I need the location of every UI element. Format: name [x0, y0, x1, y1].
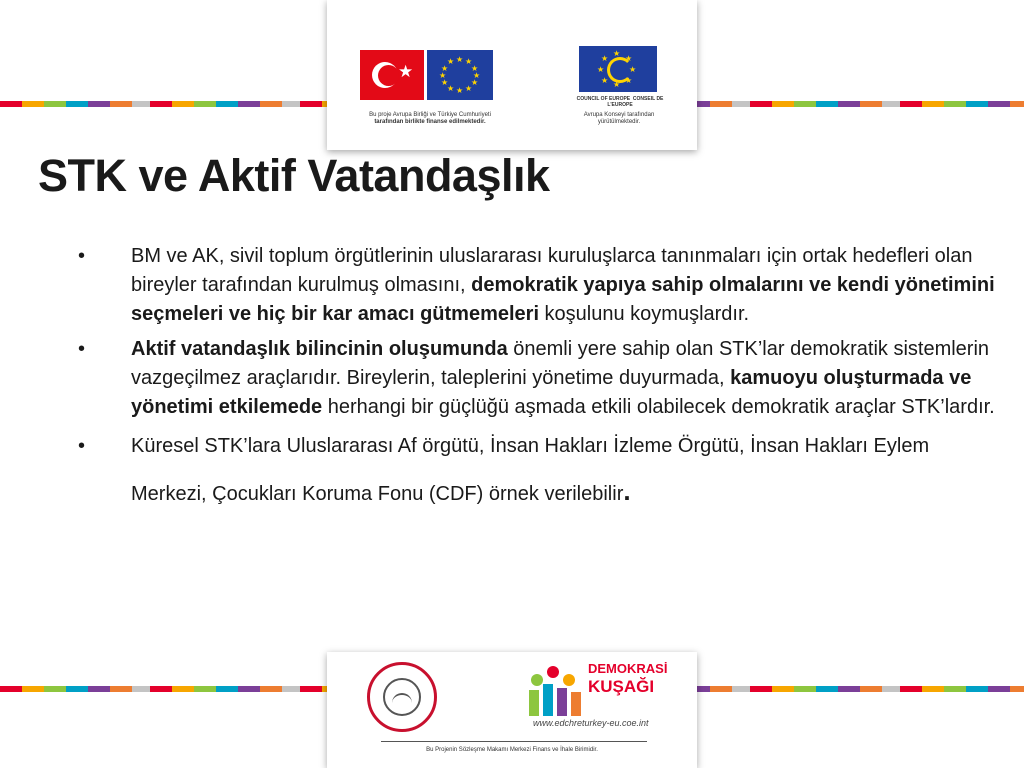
- turkey-flag-icon: ★: [360, 50, 424, 100]
- bullet-item: [78, 335, 998, 422]
- footer-divider: [381, 741, 647, 742]
- footer-caption: Bu Projenin Sözleşme Makamı Merkezi Finans ve İhale Birimidir.: [426, 747, 598, 753]
- partner-logos-card: [327, 652, 697, 768]
- bullet-text: BM ve AK, sivil toplum örgütlerinin uluslararası kuruluşlarca tanınmaları için ortak hedefleri olan bireyler tarafından kurulmuş olmasını, demokratik yapıya sahip olmalarını ve kendi yönetimini seçmeleri ve hiç bir kar amacı gütmemeleri koşulunu koymuşlardır.: [131, 245, 995, 325]
- bullet-list: [78, 242, 998, 523]
- eu-flag-icon: ★ ★ ★ ★ ★ ★ ★ ★ ★ ★ ★ ★: [427, 50, 493, 100]
- eu-funding-caption: Bu proje Avrupa Birliği ve Türkiye Cumhuriyeti tarafından birlikte finanse edilmektedir.: [369, 112, 491, 125]
- council-of-europe-name: COUNCIL OF EUROPE CONSEIL DE L'EUROPE: [576, 96, 664, 108]
- bullet-text: Küresel STK’lara Uluslararası Af örgütü, İnsan Hakları İzleme Örgütü, İnsan Hakları Eylem Merkezi, Çocukları Koruma Fonu (CDF) örnek verilebilir.: [131, 435, 930, 506]
- ministry-of-education-seal-icon: [367, 662, 437, 732]
- funding-logos-card: [327, 0, 697, 150]
- slide-title: STK ve Aktif Vatandaşlık: [38, 150, 550, 201]
- bullet-item: [78, 424, 998, 517]
- demokrasi-kusagi-logo-icon: DEMOKRASİ KUŞAĞI: [525, 660, 665, 730]
- bullet-dot: •: [78, 338, 86, 360]
- council-of-europe-logo-icon: ★ ★ ★ ★ ★ ★ ★ ★: [579, 46, 657, 92]
- project-website-url: www.edchreturkey-eu.coe.int: [533, 718, 649, 728]
- bullet-text: Aktif vatandaşlık bilincinin oluşumunda önemli yere sahip olan STK’lar demokratik sistemlerin vazgeçilmez araçlarıdır. Bireylerin, taleplerini yönetime duyurmada, kamuoyu oluşturmada ve yönetimi etkilemede herhangi bir güçlüğü aşmada etkili olabilecek demokratik araçlar STK’lardır.: [131, 338, 995, 418]
- bullet-item: [78, 242, 998, 329]
- bullet-dot: •: [78, 435, 86, 457]
- bullet-dot: •: [78, 245, 86, 267]
- coe-caption: Avrupa Konseyi tarafından yürütülmektedir.: [583, 112, 655, 125]
